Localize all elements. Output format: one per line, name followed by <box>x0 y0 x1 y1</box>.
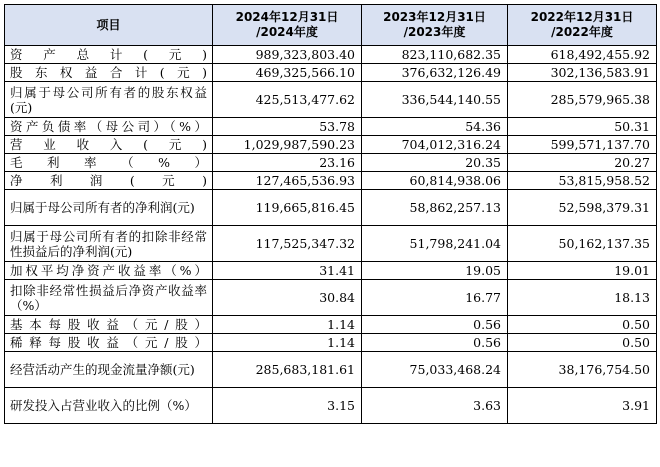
value-2023: 704,012,316.24 <box>362 136 508 154</box>
value-2024: 31.41 <box>213 262 362 280</box>
row-label: 资产总计(元) <box>5 46 213 64</box>
value-2022: 0.50 <box>508 316 657 334</box>
header-2024-line2: /2024年度 <box>256 25 318 39</box>
table-row <box>5 388 657 424</box>
value-2024: 1.14 <box>213 334 362 352</box>
value-2024: 989,323,803.40 <box>213 46 362 64</box>
row-label: 稀释每股收益（元/股） <box>5 334 213 352</box>
value-2022: 3.91 <box>508 388 657 424</box>
value-2023: 336,544,140.55 <box>362 82 508 118</box>
value-2023: 54.36 <box>362 118 508 136</box>
value-2022: 53,815,958.52 <box>508 172 657 190</box>
header-2024 <box>213 5 362 46</box>
value-2022: 0.50 <box>508 334 657 352</box>
header-2022-line2: /2022年度 <box>551 25 613 39</box>
row-label: 资产负债率（母公司）（%） <box>5 118 213 136</box>
value-2022: 302,136,583.91 <box>508 64 657 82</box>
row-label: 毛利率（%） <box>5 154 213 172</box>
value-2024: 53.78 <box>213 118 362 136</box>
value-2023: 20.35 <box>362 154 508 172</box>
value-2022: 38,176,754.50 <box>508 352 657 388</box>
table-row <box>5 46 657 64</box>
header-2023 <box>362 5 508 46</box>
header-2024-line1: 2024年12月31日 <box>235 10 339 24</box>
value-2023: 19.05 <box>362 262 508 280</box>
value-2022: 19.01 <box>508 262 657 280</box>
table-row <box>5 316 657 334</box>
header-item: 项目 <box>5 5 213 46</box>
row-label: 研发投入占营业收入的比例（%） <box>5 388 213 424</box>
row-label: 基本每股收益（元/股） <box>5 316 213 334</box>
row-label: 加权平均净资产收益率（%） <box>5 262 213 280</box>
value-2024: 23.16 <box>213 154 362 172</box>
header-2023-line1: 2023年12月31日 <box>383 10 486 24</box>
value-2024: 469,325,566.10 <box>213 64 362 82</box>
row-label: 经营活动产生的现金流量净额(元) <box>5 352 213 388</box>
value-2024: 30.84 <box>213 280 362 316</box>
table-row <box>5 136 657 154</box>
row-label: 归属于母公司所有者的股东权益(元) <box>5 82 213 118</box>
table-row <box>5 280 657 316</box>
table-row <box>5 190 657 226</box>
financial-summary-table <box>4 4 657 424</box>
value-2022: 599,571,137.70 <box>508 136 657 154</box>
table-row <box>5 154 657 172</box>
value-2022: 50,162,137.35 <box>508 226 657 262</box>
value-2022: 20.27 <box>508 154 657 172</box>
value-2024: 425,513,477.62 <box>213 82 362 118</box>
table-row <box>5 172 657 190</box>
value-2022: 50.31 <box>508 118 657 136</box>
table-row <box>5 118 657 136</box>
value-2023: 376,632,126.49 <box>362 64 508 82</box>
table-row <box>5 352 657 388</box>
table-row <box>5 82 657 118</box>
row-label: 扣除非经常性损益后净资产收益率（%） <box>5 280 213 316</box>
value-2023: 0.56 <box>362 316 508 334</box>
value-2024: 1.14 <box>213 316 362 334</box>
table-row <box>5 334 657 352</box>
value-2023: 75,033,468.24 <box>362 352 508 388</box>
row-label: 归属于母公司所有者的净利润(元) <box>5 190 213 226</box>
value-2022: 618,492,455.92 <box>508 46 657 64</box>
value-2023: 16.77 <box>362 280 508 316</box>
value-2022: 52,598,379.31 <box>508 190 657 226</box>
value-2023: 0.56 <box>362 334 508 352</box>
value-2023: 3.63 <box>362 388 508 424</box>
value-2024: 3.15 <box>213 388 362 424</box>
value-2023: 60,814,938.06 <box>362 172 508 190</box>
value-2024: 285,683,181.61 <box>213 352 362 388</box>
value-2023: 58,862,257.13 <box>362 190 508 226</box>
row-label: 股东权益合计(元) <box>5 64 213 82</box>
header-2022-line1: 2022年12月31日 <box>530 10 634 24</box>
header-row <box>5 5 657 46</box>
value-2022: 18.13 <box>508 280 657 316</box>
row-label: 归属于母公司所有者的扣除非经常性损益后的净利润(元) <box>5 226 213 262</box>
value-2024: 119,665,816.45 <box>213 190 362 226</box>
table-row <box>5 64 657 82</box>
header-2022 <box>508 5 657 46</box>
value-2023: 51,798,241.04 <box>362 226 508 262</box>
value-2024: 1,029,987,590.23 <box>213 136 362 154</box>
row-label: 营业收入(元) <box>5 136 213 154</box>
value-2023: 823,110,682.35 <box>362 46 508 64</box>
table-row <box>5 262 657 280</box>
header-2023-line2: /2023年度 <box>403 25 466 39</box>
value-2022: 285,579,965.38 <box>508 82 657 118</box>
value-2024: 127,465,536.93 <box>213 172 362 190</box>
row-label: 净利润(元) <box>5 172 213 190</box>
value-2024: 117,525,347.32 <box>213 226 362 262</box>
table-row <box>5 226 657 262</box>
